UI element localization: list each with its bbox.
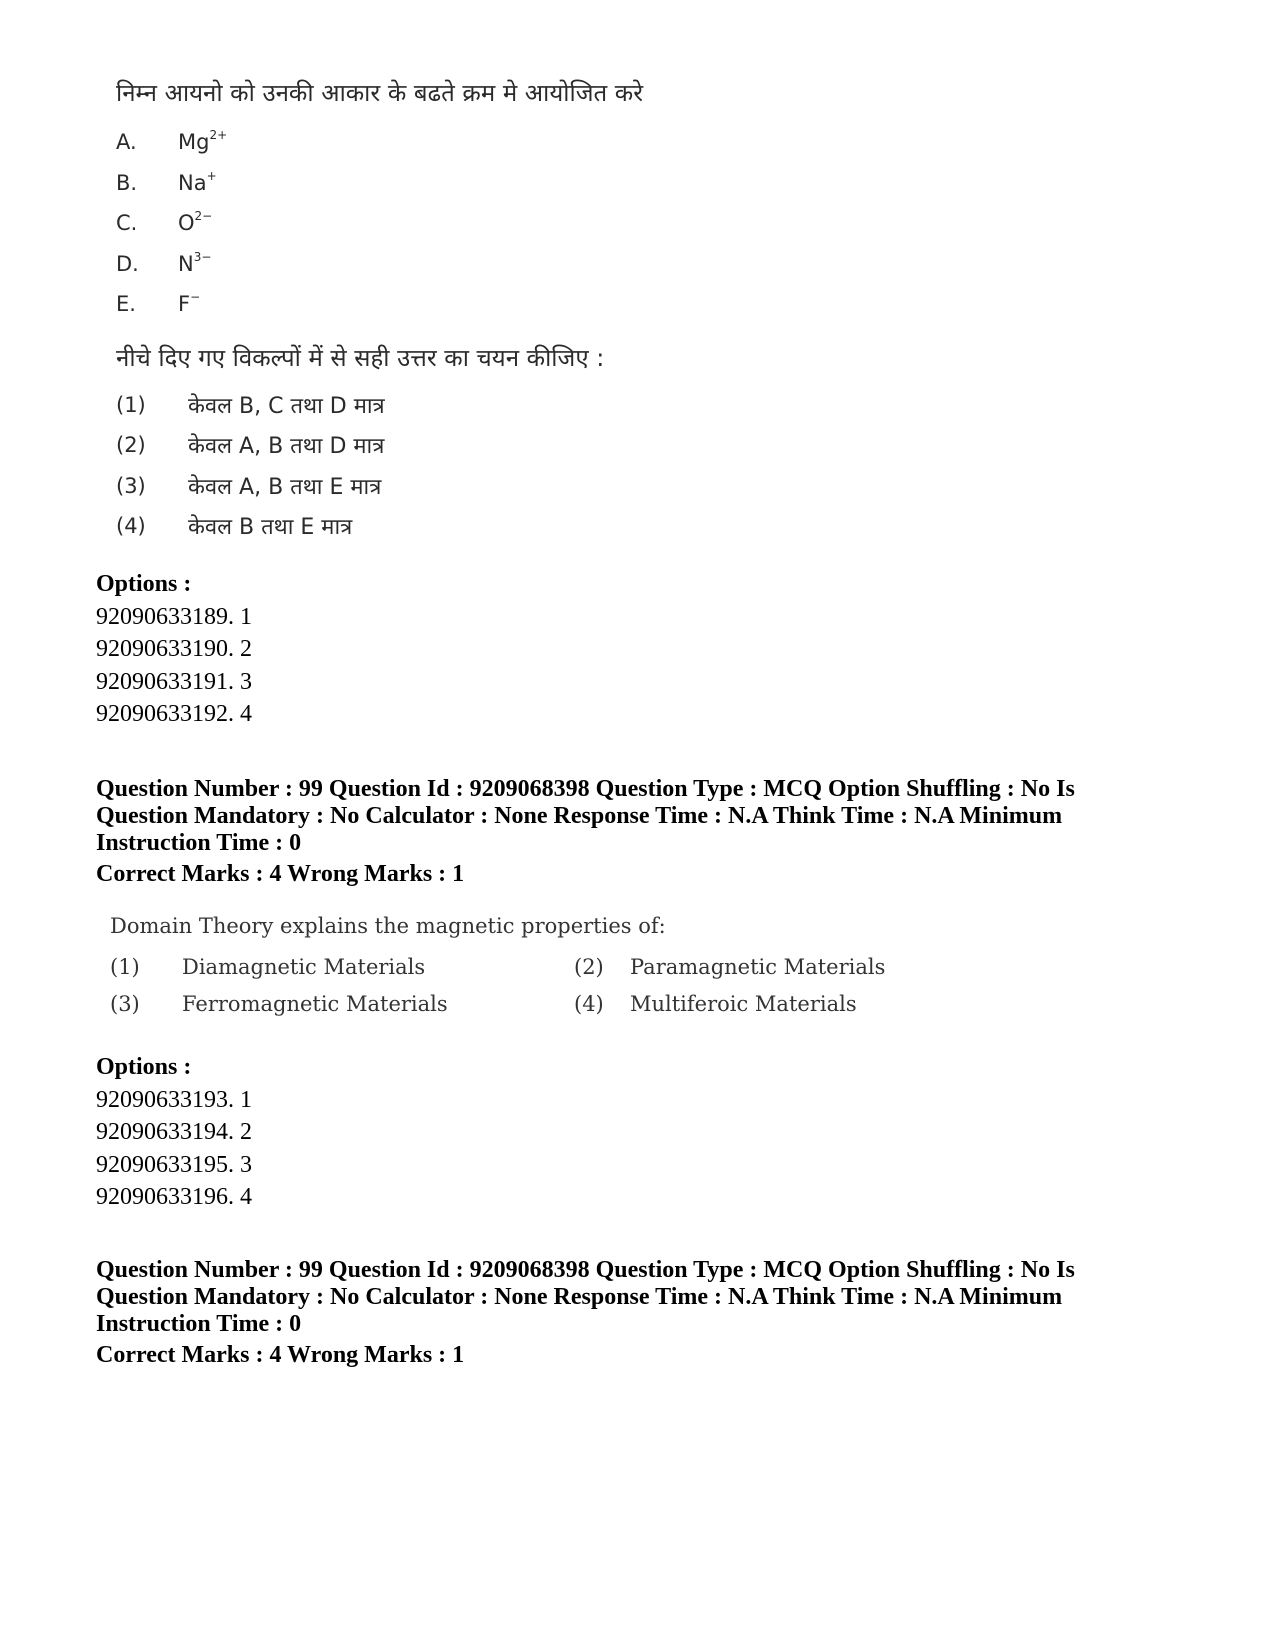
choice-text: केवल B तथा E मात्र (188, 515, 353, 541)
option-line: 92090633190. 2 (96, 636, 252, 662)
ion-formula (178, 130, 227, 154)
meta-line: Instruction Time : 0 (96, 830, 302, 856)
ion-formula (178, 249, 212, 276)
options-heading: Options : (96, 571, 192, 597)
ion-base: N (178, 251, 194, 276)
question-1-image (116, 78, 816, 547)
question-meta-2 (96, 1257, 1186, 1338)
ion-letter: D. (116, 251, 139, 276)
choice-item (116, 466, 816, 507)
choice-grid (110, 954, 930, 1018)
ion-letter: B. (116, 170, 138, 195)
meta-line: Question Mandatory : No Calculator : None Response Time : N.A Think Time : N.A Minimum (96, 803, 1063, 829)
ion-charge: 2+ (209, 128, 228, 143)
choice-item (116, 425, 816, 466)
ion-item (116, 122, 816, 163)
options-block-1 (96, 568, 1196, 731)
choice-number: (2) (574, 955, 604, 979)
ion-formula (178, 292, 200, 316)
option-line: 92090633194. 2 (96, 1119, 252, 1145)
ion-base: O (178, 211, 195, 236)
meta-line: Question Mandatory : No Calculator : None Response Time : N.A Think Time : N.A Minimum (96, 1284, 1063, 1310)
choice-number: (4) (116, 514, 146, 539)
choice-number: (1) (116, 392, 146, 417)
option-line: 92090633195. 3 (96, 1151, 252, 1178)
question-2-stem: Domain Theory explains the magnetic properties of: (110, 914, 666, 938)
question-1-stem: निम्न आयनो को उनकी आकार के बढते क्रम मे आयोजित करे (116, 79, 644, 107)
ion-item (116, 163, 816, 204)
meta-line: Question Number : 99 Question Id : 9209068398 Question Type : MCQ Option Shuffling : No Is (96, 776, 1075, 802)
marks-line-2: Correct Marks : 4 Wrong Marks : 1 (96, 1342, 465, 1368)
option-line: 92090633192. 4 (96, 701, 252, 727)
question-1-instruction: नीचे दिए गए विकल्पों में से सही उत्तर का चयन कीजिए : (116, 343, 605, 372)
ion-base: Mg (178, 130, 210, 155)
ion-charge: 2− (194, 209, 213, 224)
choice-number: (1) (110, 955, 140, 979)
ion-formula (178, 168, 217, 195)
ion-letter: C. (116, 211, 138, 236)
ion-charge: + (206, 168, 217, 183)
ion-base: Na (178, 170, 207, 195)
choice-text: Ferromagnetic Materials (182, 992, 448, 1016)
choice-text: केवल A, B तथा D मात्र (188, 434, 385, 460)
choice-item (116, 385, 816, 426)
choice-number: (3) (110, 992, 140, 1016)
choice-number: (4) (574, 992, 604, 1016)
choice-list (116, 385, 816, 547)
options-heading: Options : (96, 1054, 192, 1080)
ion-letter: A. (116, 130, 137, 155)
option-line: 92090633191. 3 (96, 668, 252, 695)
question-meta-1 (96, 776, 1186, 857)
option-line: 92090633196. 4 (96, 1184, 252, 1210)
choice-text: Multiferoic Materials (630, 992, 857, 1016)
option-line: 92090633193. 1 (96, 1086, 252, 1113)
choice-text: केवल A, B तथा E मात्र (188, 474, 382, 500)
question-2-image (110, 914, 930, 1018)
option-line: 92090633189. 1 (96, 603, 252, 630)
options-block-2 (96, 1051, 1196, 1214)
ion-item (116, 244, 816, 285)
choice-number: (3) (116, 473, 146, 498)
ion-list (116, 122, 816, 325)
meta-line: Instruction Time : 0 (96, 1311, 302, 1337)
choice-text: Paramagnetic Materials (630, 955, 886, 979)
ion-base: F (178, 292, 191, 317)
ion-charge: − (190, 290, 201, 305)
marks-line-1: Correct Marks : 4 Wrong Marks : 1 (96, 861, 465, 887)
meta-line: Question Number : 99 Question Id : 9209068398 Question Type : MCQ Option Shuffling : No Is (96, 1257, 1075, 1283)
ion-item (116, 203, 816, 244)
choice-item (116, 506, 816, 547)
ion-item (116, 284, 816, 325)
choice-text: Diamagnetic Materials (182, 955, 426, 979)
choice-number: (2) (116, 433, 146, 458)
ion-letter: E. (116, 292, 136, 317)
ion-charge: 3− (193, 249, 212, 264)
choice-text: केवल B, C तथा D मात्र (188, 393, 385, 419)
ion-formula (178, 211, 212, 235)
